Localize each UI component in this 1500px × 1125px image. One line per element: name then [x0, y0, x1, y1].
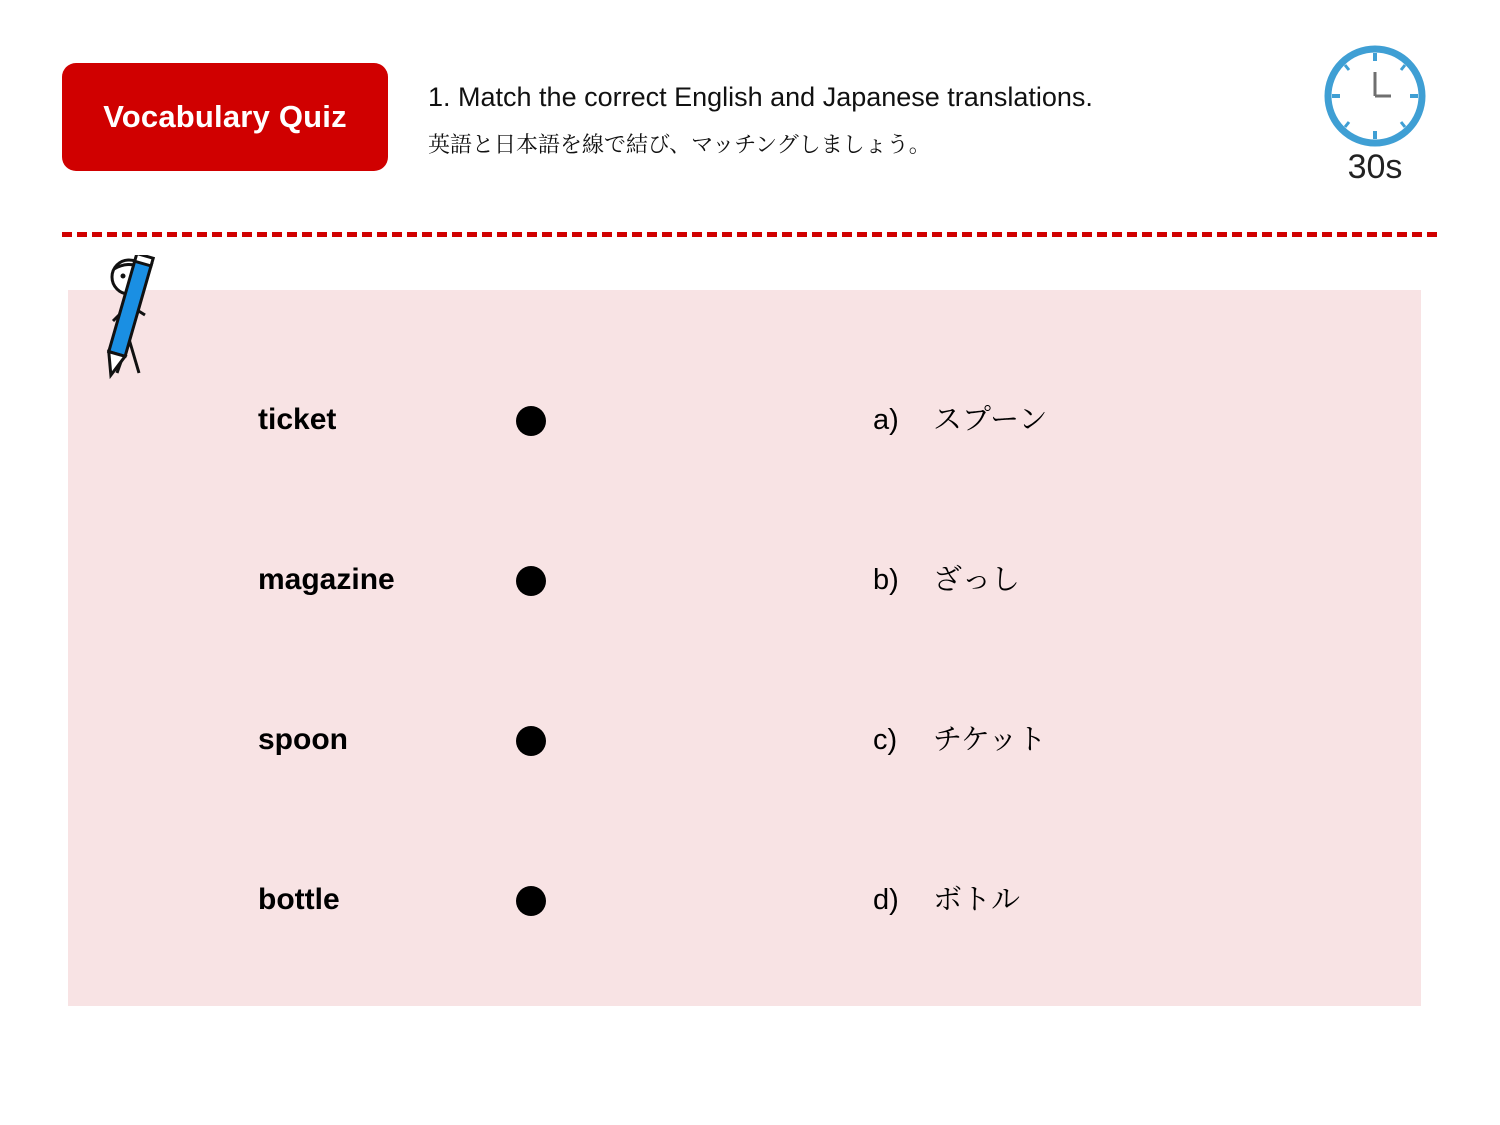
connector-dot[interactable]	[516, 726, 546, 756]
dashed-divider	[62, 232, 1437, 237]
clock-icon	[1305, 44, 1445, 154]
slide-header	[0, 0, 1500, 215]
connector-dot[interactable]	[516, 886, 546, 916]
quiz-title-badge	[62, 63, 388, 171]
match-rows	[68, 290, 1421, 1006]
english-term[interactable]: bottle	[258, 883, 340, 916]
match-row	[68, 710, 1421, 770]
match-row	[68, 550, 1421, 610]
english-term[interactable]: magazine	[258, 563, 395, 596]
japanese-term[interactable]: ボトル	[933, 884, 1021, 916]
connector-dot[interactable]	[516, 566, 546, 596]
english-term[interactable]: spoon	[258, 723, 348, 756]
match-row	[68, 390, 1421, 450]
instruction-english: 1. Match the correct English and Japanese translations.	[428, 82, 1093, 112]
option-letter: a)	[873, 404, 899, 436]
option-letter: d)	[873, 884, 899, 916]
english-term[interactable]: ticket	[258, 403, 337, 436]
connector-dot[interactable]	[516, 406, 546, 436]
option-letter: c)	[873, 724, 898, 756]
japanese-term[interactable]: チケット	[933, 724, 1047, 756]
timer	[1295, 44, 1455, 194]
japanese-term[interactable]: スプーン	[933, 404, 1048, 436]
page-title: Vocabulary Quiz	[103, 99, 347, 134]
instruction-japanese: 英語と日本語を線で結び、マッチングしましょう。	[428, 132, 931, 157]
timer-seconds-label: 30s	[1347, 148, 1403, 186]
match-row	[68, 870, 1421, 930]
japanese-term[interactable]: ざっし	[933, 564, 1021, 596]
option-letter: b)	[873, 564, 899, 596]
